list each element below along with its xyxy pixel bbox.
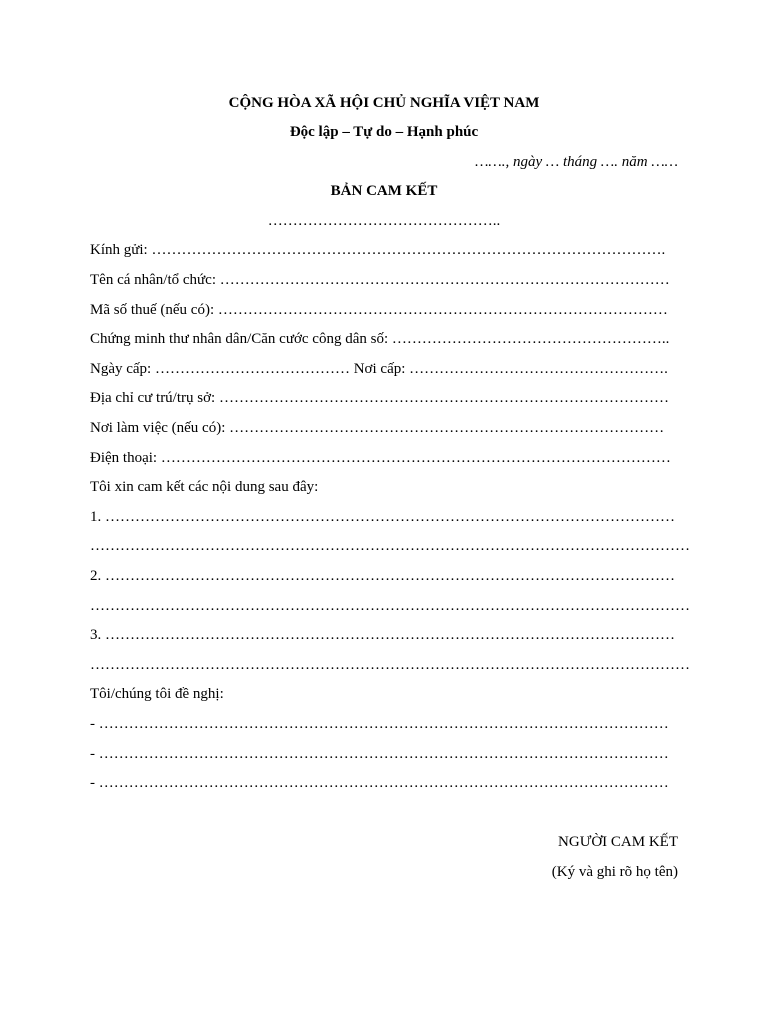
request-intro: Tôi/chúng tôi đề nghị: — [90, 686, 224, 702]
place-date-line: ……., ngày … tháng …. năm …… — [475, 154, 678, 170]
field-phone: Điện thoại: ………………………………………………………………………………………… — [90, 450, 671, 466]
commitment-line: ………………………………………………………………………………………………………… — [90, 538, 690, 554]
commitment-intro: Tôi xin cam kết các nội dung sau đây: — [90, 479, 319, 495]
field-recipient: Kính gửi: …………………………………………………………………………………………. — [90, 242, 666, 258]
commitment-line: 1. …………………………………………………………………………………………………… — [90, 509, 675, 525]
field-issue-date-place: Ngày cấp: ………………………………… Nơi cấp: ……………………………………………. — [90, 361, 668, 377]
field-tax-code: Mã số thuế (nếu có): ……………………………………………………………………………… — [90, 302, 668, 318]
commitment-line: 2. …………………………………………………………………………………………………… — [90, 568, 675, 584]
document-title: BẢN CAM KẾT — [330, 183, 438, 199]
motto: Độc lập – Tự do – Hạnh phúc — [289, 124, 479, 140]
commitment-line: ………………………………………………………………………………………………………… — [90, 657, 690, 673]
commitment-line: ………………………………………………………………………………………………………… — [90, 598, 690, 614]
request-line: - …………………………………………………………………………………………………… — [90, 746, 669, 762]
field-workplace: Nơi làm việc (nếu có): …………………………………………………………………………… — [90, 420, 665, 436]
field-id-number: Chứng minh thư nhân dân/Căn cước công dân số: ……………………………………………….. — [90, 331, 670, 347]
request-line: - …………………………………………………………………………………………………… — [90, 716, 669, 732]
signature-title: NGƯỜI CAM KẾT — [558, 834, 678, 850]
signature-note: (Ký và ghi rõ họ tên) — [551, 864, 678, 880]
national-title: CỘNG HÒA XÃ HỘI CHỦ NGHĨA VIỆT NAM — [228, 95, 540, 111]
field-address: Địa chỉ cư trú/trụ sở: ……………………………………………………………………………… — [90, 390, 669, 406]
request-line: - …………………………………………………………………………………………………… — [90, 775, 669, 791]
field-name: Tên cá nhân/tổ chức: ……………………………………………………………………………… — [90, 272, 670, 288]
document-subtitle: ……………………………………….. — [267, 213, 501, 229]
commitment-line: 3. …………………………………………………………………………………………………… — [90, 627, 675, 643]
